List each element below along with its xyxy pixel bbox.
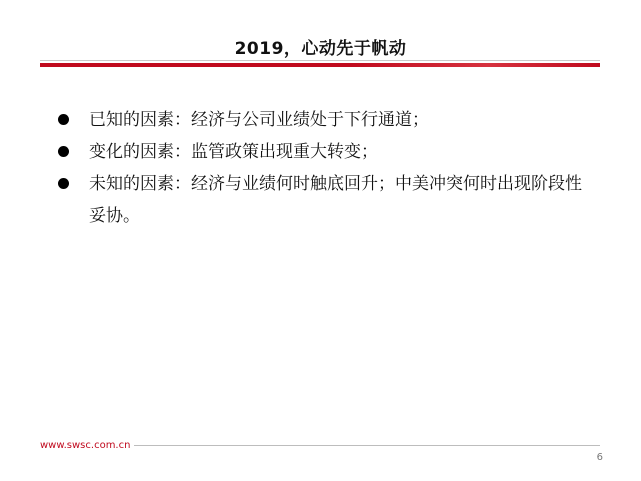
page-number: 6 <box>596 452 603 463</box>
bullet-item <box>58 136 588 168</box>
bullet-dot-icon <box>58 114 69 125</box>
bullet-text: 已知的因素：经济与公司业绩处于下行通道； <box>89 110 429 130</box>
bullet-list <box>58 104 588 232</box>
bullet-item <box>58 168 588 232</box>
title-divider <box>40 63 600 67</box>
footer-website-link[interactable]: www.swsc.com.cn <box>40 440 134 451</box>
title-divider-thin <box>40 60 600 61</box>
bullet-text: 未知的因素：经济与业绩何时触底回升；中美冲突何时出现阶段性妥协。 <box>89 174 582 226</box>
bullet-dot-icon <box>58 178 69 189</box>
bullet-item <box>58 104 588 136</box>
bullet-text: 变化的因素：监管政策出现重大转变； <box>89 142 378 162</box>
slide-title: 2019，心动先于帆动 <box>234 39 407 59</box>
bullet-dot-icon <box>58 146 69 157</box>
